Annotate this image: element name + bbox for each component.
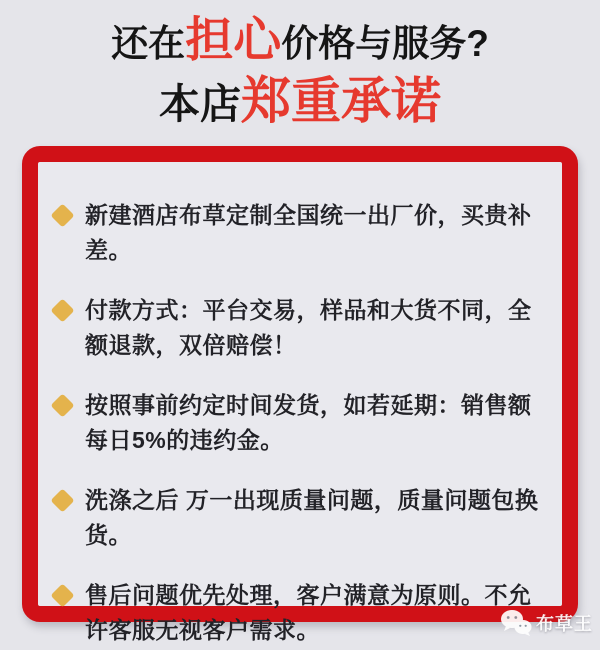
- title-text: 本店: [159, 81, 241, 127]
- title-text: 价格与服务?: [281, 23, 489, 64]
- title-block: [0, 0, 600, 134]
- watermark-label: 布草王: [536, 613, 593, 634]
- promise-list-item: [50, 578, 548, 648]
- promise-list-item: [50, 198, 548, 268]
- promise-list-item: [50, 483, 548, 553]
- title-highlight: 担心: [185, 14, 282, 67]
- diamond-bullet-icon: [50, 488, 74, 512]
- diamond-bullet-icon: [50, 298, 74, 322]
- title-text: 还在: [111, 23, 186, 64]
- title-highlight: 郑重承诺: [241, 73, 441, 129]
- promise-item-text: 按照事前约定时间发货，如若延期：销售额每日5%的违约金。: [85, 392, 532, 453]
- promise-item-text: 售后问题优先处理，客户满意为原则。不允许客服无视客户需求。: [85, 582, 532, 643]
- promise-item-text: 付款方式：平台交易，样品和大货不同，全额退款，双倍赔偿！: [85, 297, 532, 358]
- watermark: [500, 609, 593, 636]
- promise-item-text: 新建酒店布草定制全国统一出厂价，买贵补差。: [85, 202, 532, 263]
- diamond-bullet-icon: [50, 393, 74, 417]
- promise-list-item: [50, 388, 548, 458]
- wechat-icon: [500, 609, 532, 636]
- promise-list-item: [50, 293, 548, 363]
- title-line-2: [0, 72, 600, 134]
- title-line-1: [0, 12, 600, 72]
- diamond-bullet-icon: [50, 203, 74, 227]
- promise-item-text: 洗涤之后 万一出现质量问题，质量问题包换货。: [85, 487, 539, 548]
- promise-list: [38, 162, 562, 648]
- diamond-bullet-icon: [50, 583, 74, 607]
